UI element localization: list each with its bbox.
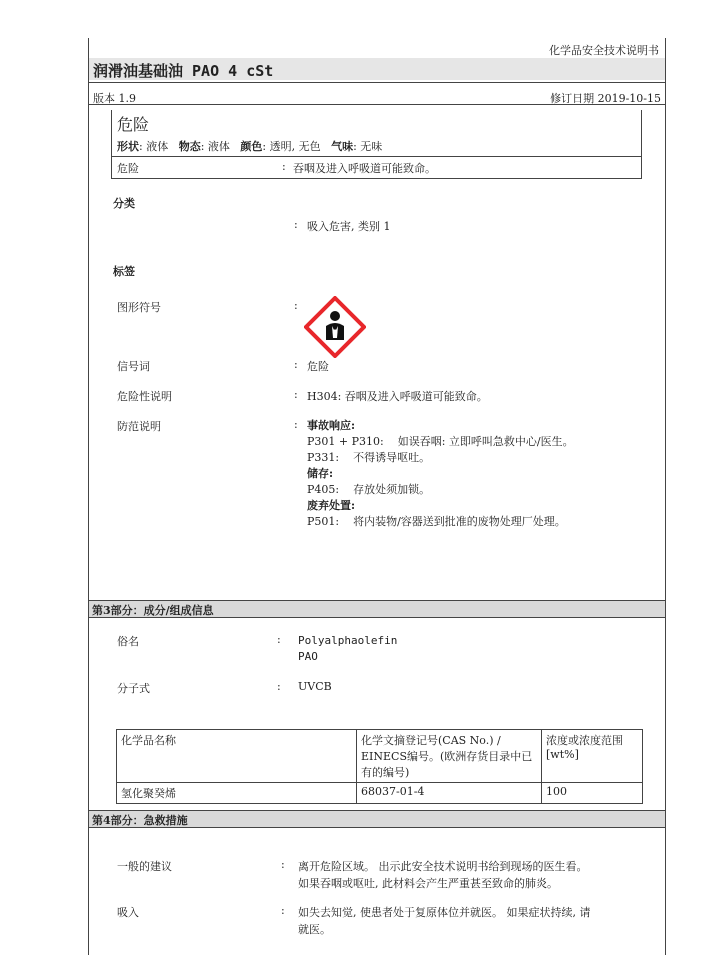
table-row	[117, 783, 643, 804]
classification-colon: :	[294, 218, 298, 231]
formula-label: 分子式	[117, 682, 150, 695]
odor-label: 气味	[331, 140, 354, 153]
table-header: 浓度或浓度范围 [wt%]	[542, 730, 643, 783]
hazard-text: 吞咽及进入呼吸道可能致命。	[293, 162, 436, 175]
general-advice-text	[298, 858, 588, 892]
hazard-statement-value: H304: 吞咽及进入呼吸道可能致命。	[307, 390, 488, 403]
physical-properties	[117, 138, 382, 154]
inhalation-text	[298, 904, 590, 938]
composition-table	[116, 729, 643, 804]
classification-value: 吸入危害, 类别 1	[307, 220, 391, 233]
table-cell: 100	[542, 783, 643, 804]
common-name-label: 俗名	[117, 635, 139, 648]
color-label: 颜色	[240, 140, 263, 153]
storage-line: P405: 存放处须加锁。	[307, 483, 431, 496]
table-cell: 氢化聚癸烯	[117, 783, 357, 804]
precaution-label: 防范说明	[117, 420, 161, 433]
table-header-row	[117, 730, 643, 783]
signal-word-value: 危险	[307, 360, 329, 373]
document-page	[88, 38, 666, 955]
table-cell: 68037-01-4	[357, 783, 542, 804]
odor-value: : 无味	[353, 140, 383, 153]
signal-word-large: 危险	[117, 115, 150, 134]
version: 版本 1.9	[93, 92, 136, 105]
common-name-values	[298, 633, 397, 665]
hazard-label: 危险	[117, 162, 139, 175]
pictogram-label: 图形符号	[117, 301, 161, 314]
formula-colon: :	[277, 680, 281, 693]
divider	[111, 156, 641, 157]
response-heading: 事故响应:	[307, 419, 356, 432]
precaution-statements	[307, 418, 574, 530]
product-title: 润滑油基础油 PAO 4 cSt	[93, 62, 274, 80]
state-value: : 液体	[200, 140, 230, 153]
general-advice-line: 离开危险区域。 出示此安全技术说明书给到现场的医生看。	[298, 860, 588, 873]
color-value: : 透明, 无色	[262, 140, 321, 153]
inhalation-line: 如失去知觉, 使患者处于复原体位并就医。 如果症状持续, 请	[298, 906, 591, 919]
storage-heading: 储存:	[307, 467, 334, 480]
shape-label: 形状	[117, 140, 139, 153]
section3-title: 第3部分：成分/组成信息	[92, 604, 214, 617]
state-label: 物态	[178, 140, 201, 153]
label-heading: 标签	[113, 265, 135, 278]
disposal-heading: 废弃处置:	[307, 499, 356, 512]
section4-title: 第4部分：急救措施	[92, 814, 188, 827]
hazard-statement-colon: :	[294, 388, 298, 401]
general-advice-colon: :	[281, 858, 285, 871]
document-type: 化学品安全技术说明书	[549, 44, 659, 57]
signal-word-label: 信号词	[117, 360, 150, 373]
disposal-line: P501: 将内装物/容器送到批准的废物处理厂处理。	[307, 515, 566, 528]
signal-word-colon: :	[294, 358, 298, 371]
general-advice-line: 如果吞咽或呕吐, 此材料会产生严重甚至致命的肺炎。	[298, 877, 558, 890]
pictogram-colon: :	[294, 299, 298, 312]
hazard-statement-label: 危险性说明	[117, 390, 172, 403]
general-advice-label: 一般的建议	[117, 860, 172, 873]
formula-value: UVCB	[298, 680, 332, 693]
response-line: P331: 不得诱导呕吐。	[307, 451, 431, 464]
common-name-colon: :	[277, 633, 281, 646]
divider	[89, 82, 665, 83]
table-header: 化学品名称	[117, 730, 357, 783]
revision-date: 修订日期 2019-10-15	[550, 92, 661, 105]
table-header: 化学文摘登记号(CAS No.) / EINECS编号。(欧洲存货目录中已有的编号)	[357, 730, 542, 783]
common-name-value: PAO	[298, 650, 318, 663]
response-line: P301 + P310: 如误吞咽: 立即呼叫急救中心/医生。	[307, 435, 574, 448]
classification-heading: 分类	[113, 197, 135, 210]
inhalation-line: 就医。	[298, 923, 331, 936]
section3-header	[89, 600, 665, 618]
hazard-colon: :	[282, 160, 286, 173]
shape-value: : 液体	[139, 140, 169, 153]
divider	[89, 104, 665, 105]
section4-header	[89, 810, 665, 828]
common-name-value: Polyalphaolefin	[298, 634, 398, 647]
inhalation-label: 吸入	[117, 906, 139, 919]
precaution-colon: :	[294, 418, 298, 431]
health-hazard-icon	[304, 296, 366, 362]
inhalation-colon: :	[281, 904, 285, 917]
